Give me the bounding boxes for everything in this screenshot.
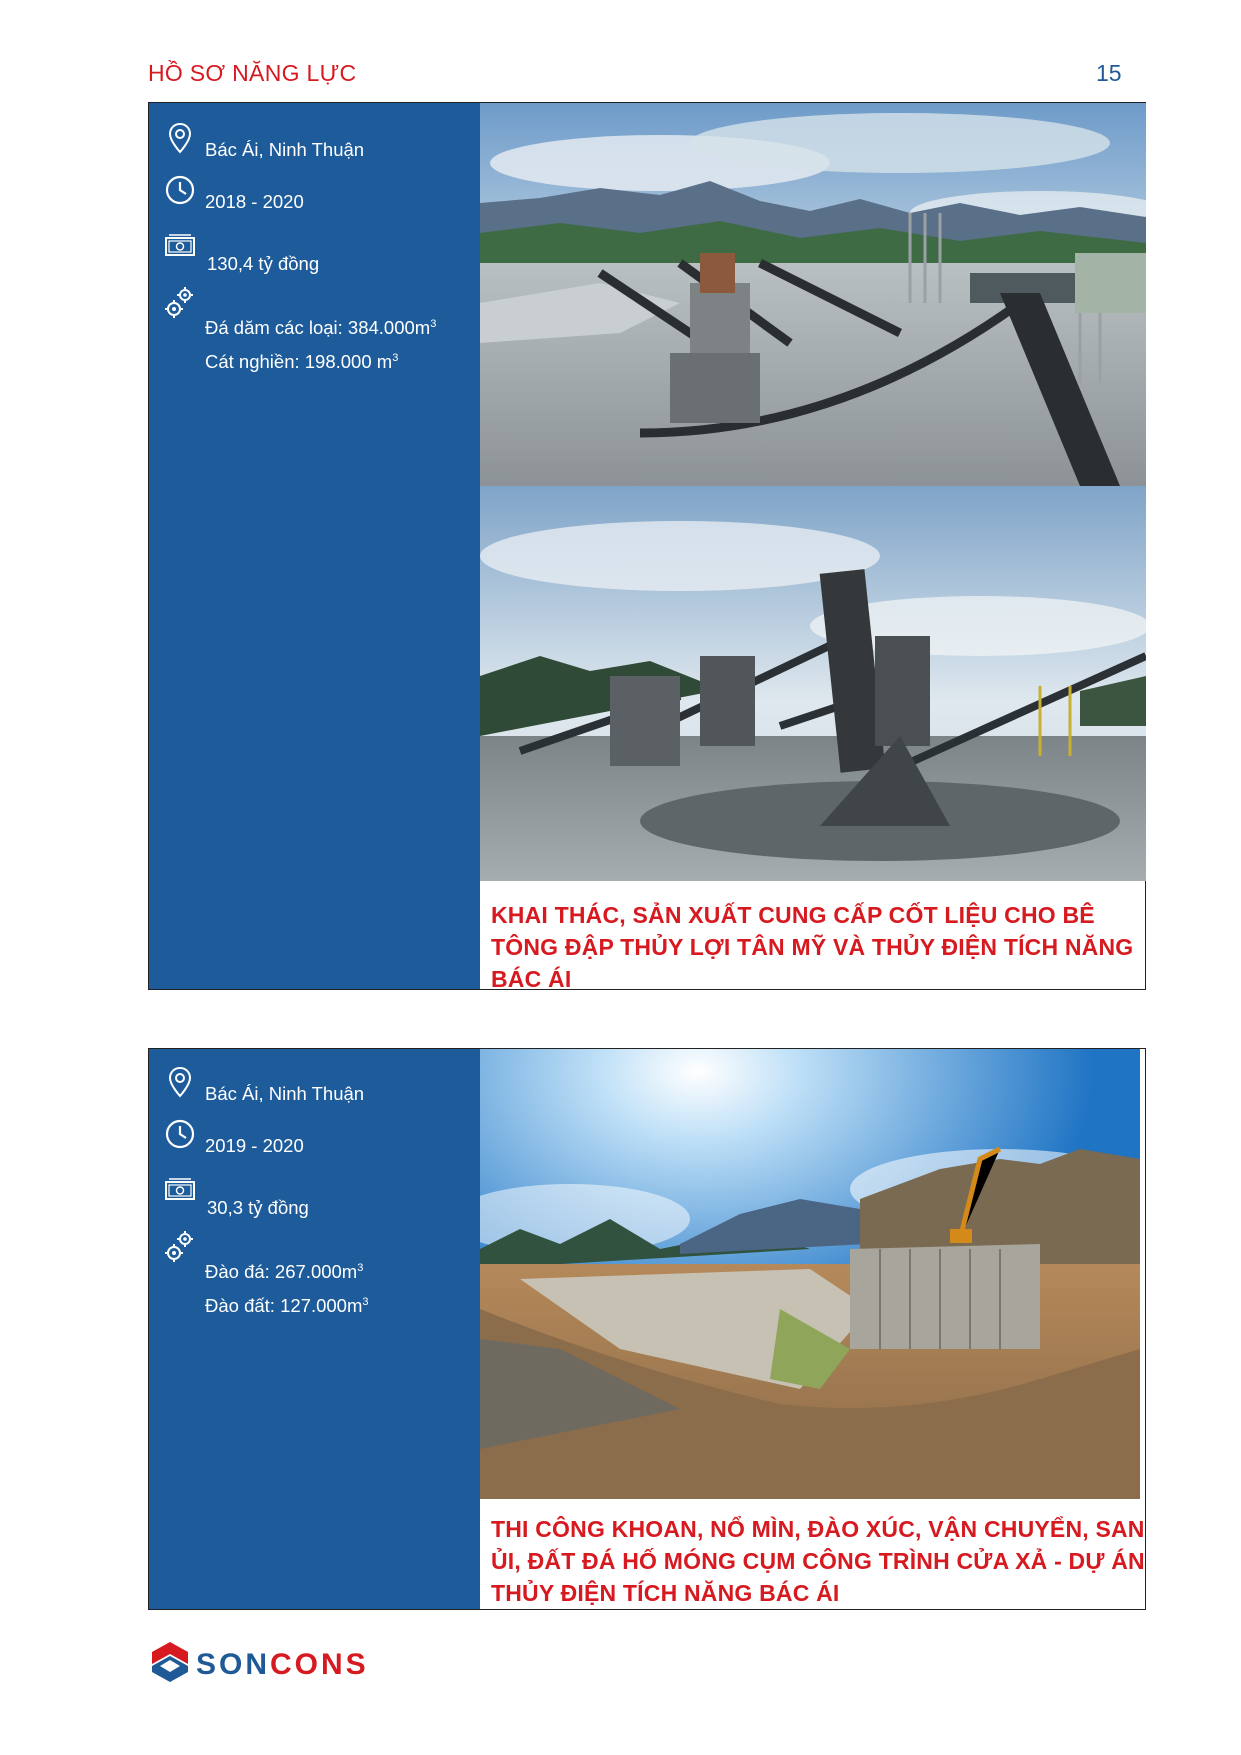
- project-location: Bác Ái, Ninh Thuận: [205, 139, 365, 160]
- project-period: 2018 - 2020: [205, 191, 304, 212]
- project-caption-2: THI CÔNG KHOAN, NỔ MÌN, ĐÀO XÚC, VẬN CHUYỂN, SAN ỦI, ĐẤT ĐÁ HỐ MÓNG CỤM CÔNG TRÌNH CỬA XẢ - DỰ ÁN THỦY ĐIỆN TÍCH NĂNG BÁC ÁI: [491, 1516, 1145, 1606]
- location-pin-icon: [163, 1065, 197, 1099]
- soncons-logo-mark-icon: [148, 1640, 192, 1684]
- soncons-logo-text: SONCONS: [196, 1648, 369, 1681]
- clock-icon: [163, 173, 197, 207]
- location-pin-icon: [163, 121, 197, 155]
- project-card-1: [148, 102, 1146, 990]
- project-card-2: [148, 1048, 1146, 1610]
- project-volume-2: Cát nghiền: 198.000 $m^3$: [205, 351, 399, 372]
- clock-icon: [163, 1117, 197, 1151]
- project-value: 130,4 tỷ đồng: [207, 253, 320, 274]
- money-icon: [163, 229, 197, 263]
- project-info-panel: [149, 103, 480, 989]
- project-value: 30,3 tỷ đồng: [207, 1197, 309, 1218]
- gears-icon: [163, 1229, 197, 1263]
- money-icon: [163, 1173, 197, 1207]
- project-period: 2019 - 2020: [205, 1135, 304, 1156]
- project-caption-1: KHAI THÁC, SẢN XUẤT CUNG CẤP CỐT LIỆU CHO BÊ TÔNG ĐẬP THỦY LỢI TÂN MỸ VÀ THỦY ĐIỆN TÍCH NĂNG BÁC ÁI: [491, 902, 1134, 992]
- project-volume-2: Đào đất: $127.000m^3$: [205, 1295, 369, 1316]
- project-info-panel: [149, 1049, 480, 1609]
- project-volume-1: Đào đá: $267.000m^3$: [205, 1261, 364, 1282]
- excavation-site-photo: [480, 1049, 1140, 1499]
- crushing-plant-photo: [480, 103, 1146, 486]
- page-number: 15: [1096, 60, 1122, 86]
- project-volume-1: Đá dăm các loại: $384.000m^3$: [205, 317, 437, 338]
- project-location: Bác Ái, Ninh Thuận: [205, 1083, 365, 1104]
- gears-icon: [163, 285, 197, 319]
- conveyor-plant-photo: [480, 486, 1146, 881]
- soncons-logo: [148, 1640, 388, 1686]
- page-header-title: HỒ SƠ NĂNG LỰC: [148, 60, 357, 86]
